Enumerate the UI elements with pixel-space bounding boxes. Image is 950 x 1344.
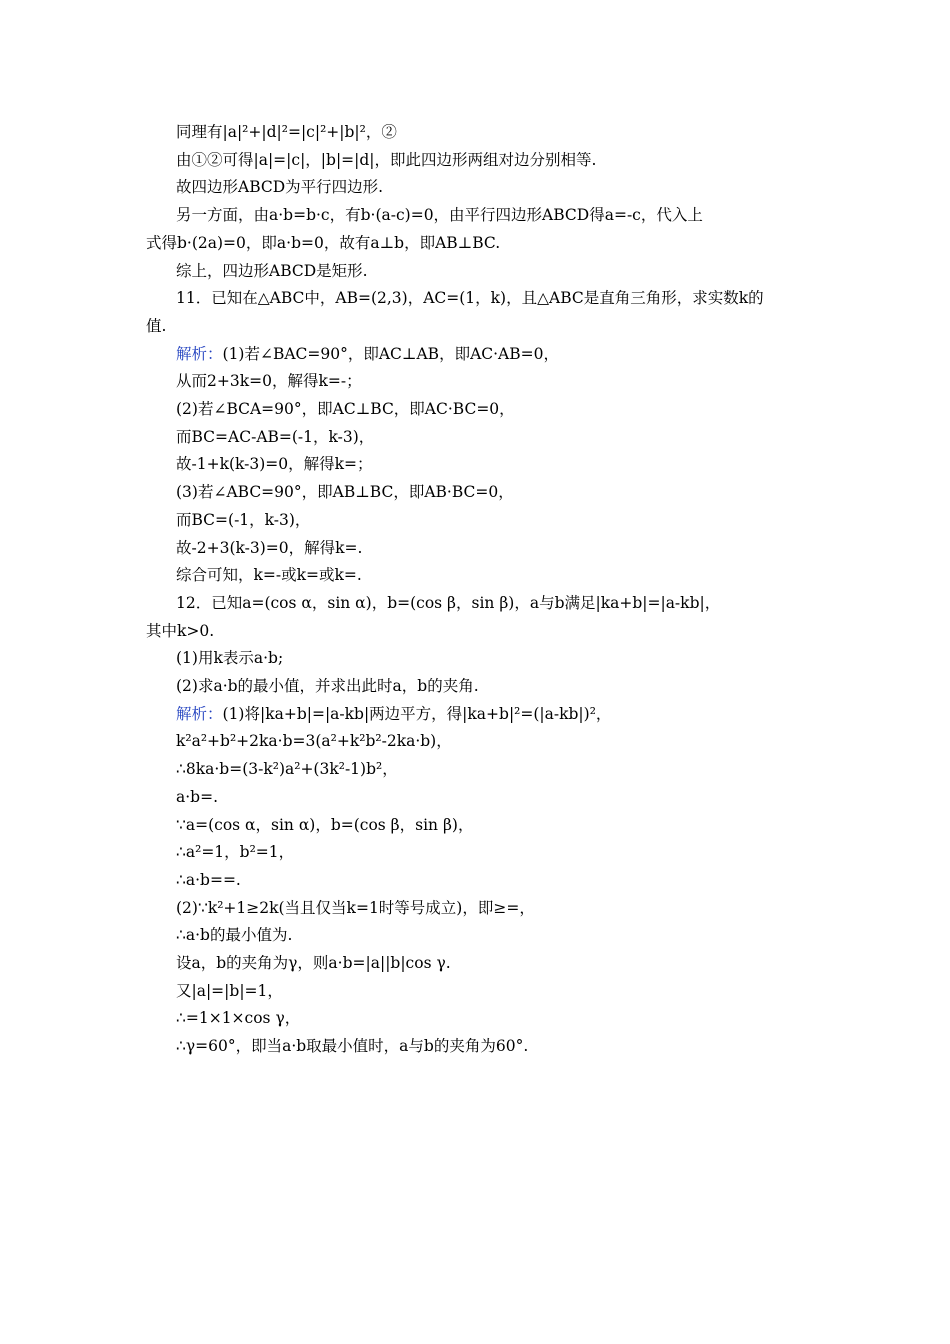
line-text: ∵a=(cos α，sin α)，b=(cos β，sin β)， [176,816,474,834]
text-line [176,898,535,918]
text-line [176,731,452,751]
text-line [176,538,362,558]
text-line [176,177,383,197]
line-text: 故-1+k(k-3)=0，解得k=； [176,455,373,473]
line-text: 值. [146,317,167,335]
text-line [176,261,368,281]
text-line [176,1036,528,1056]
text-line [176,953,451,973]
line-text: (2)求a·b的最小值，并求出此时a，b的夹角. [176,677,479,695]
line-text: 而BC=(-1，k-3)， [176,511,311,529]
line-text: 又|a|=|b|=1， [176,982,283,1000]
line-text: (1)用k表示a·b; [176,649,284,667]
line-text: a·b=. [176,788,219,806]
text-line [146,316,166,336]
text-line [176,704,611,724]
text-line [176,122,397,142]
line-text: 11．已知在△ABC中，AB=(2,3)，AC=(1，k)，且△ABC是直角三角形，求实数k的 [176,289,764,307]
text-line [176,482,514,502]
line-text: 同理有|a|²+|d|²=|c|²+|b|²，② [176,123,397,141]
line-text: 12．已知a=(cos α，sin α)，b=(cos β，sin β)，a与b满足|ka+b|=|a-kb|， [176,594,721,612]
solution-label: 解析： [176,345,223,363]
text-line [176,288,764,308]
line-text: 综上，四边形ABCD是矩形. [176,262,368,280]
text-line [146,233,500,253]
text-line [176,593,720,613]
text-line [176,870,241,890]
line-text: 由①②可得|a|=|c|，|b|=|d|，即此四边形两组对边分别相等. [176,151,597,169]
text-line [176,510,310,530]
text-line [176,427,374,447]
text-line [176,205,703,225]
text-line [176,344,559,364]
solution-label: 解析： [176,705,223,723]
text-line [176,676,479,696]
line-text: 另一方面，由a·b=b·c，有b·(a-c)=0，由平行四边形ABCD得a=-c，代入上 [176,206,703,224]
line-text: ∴a²=1，b²=1， [176,843,295,861]
line-text: 其中k>0. [146,622,215,640]
line-text: 综合可知，k=-或k=或k=. [176,566,362,584]
text-line [176,759,398,779]
line-text: ∴γ=60°，即当a·b取最小值时，a与b的夹角为60°. [176,1037,529,1055]
line-text: ∴=1×1×cos γ， [176,1009,301,1027]
text-line [176,815,473,835]
line-text: 设a，b的夹角为γ，则a·b=|a||b|cos γ. [176,954,451,972]
text-line [176,981,283,1001]
line-text: k²a²+b²+2ka·b=3(a²+k²b²-2ka·b)， [176,732,452,750]
text-line [176,565,362,585]
line-text: ∴8ka·b=(3-k²)a²+(3k²-1)b²， [176,760,398,778]
text-line [176,648,283,668]
text-line [176,842,294,862]
line-text: 式得b·(2a)=0，即a·b=0，故有a⊥b，即AB⊥BC. [146,234,501,252]
line-text: 故-2+3(k-3)=0，解得k=. [176,539,363,557]
line-text: ∴a·b==. [176,871,241,889]
line-text: (2)若∠BCA=90°，即AC⊥BC，即AC·BC=0， [176,400,515,418]
line-text: 而BC=AC-AB=(-1，k-3)， [176,428,375,446]
line-text: (3)若∠ABC=90°，即AB⊥BC，即AB·BC=0， [176,483,514,501]
text-line [176,399,515,419]
line-text: 故四边形ABCD为平行四边形. [176,178,384,196]
line-text: ∴a·b的最小值为. [176,926,293,944]
line-text: (1)若∠BAC=90°，即AC⊥AB，即AC·AB=0， [222,345,559,363]
line-text: (2)∵k²+1≥2k(当且仅当k=1时等号成立)，即≥=， [176,899,535,917]
text-line [176,1008,300,1028]
text-line [176,150,596,170]
text-line [146,621,214,641]
text-line [176,787,218,807]
line-text: 从而2+3k=0，解得k=-； [176,372,362,390]
text-line [176,371,362,391]
text-line [176,925,292,945]
text-line [176,454,373,474]
line-text: (1)将|ka+b|=|a-kb|两边平方，得|ka+b|²=(|a-kb|)²， [222,705,612,723]
